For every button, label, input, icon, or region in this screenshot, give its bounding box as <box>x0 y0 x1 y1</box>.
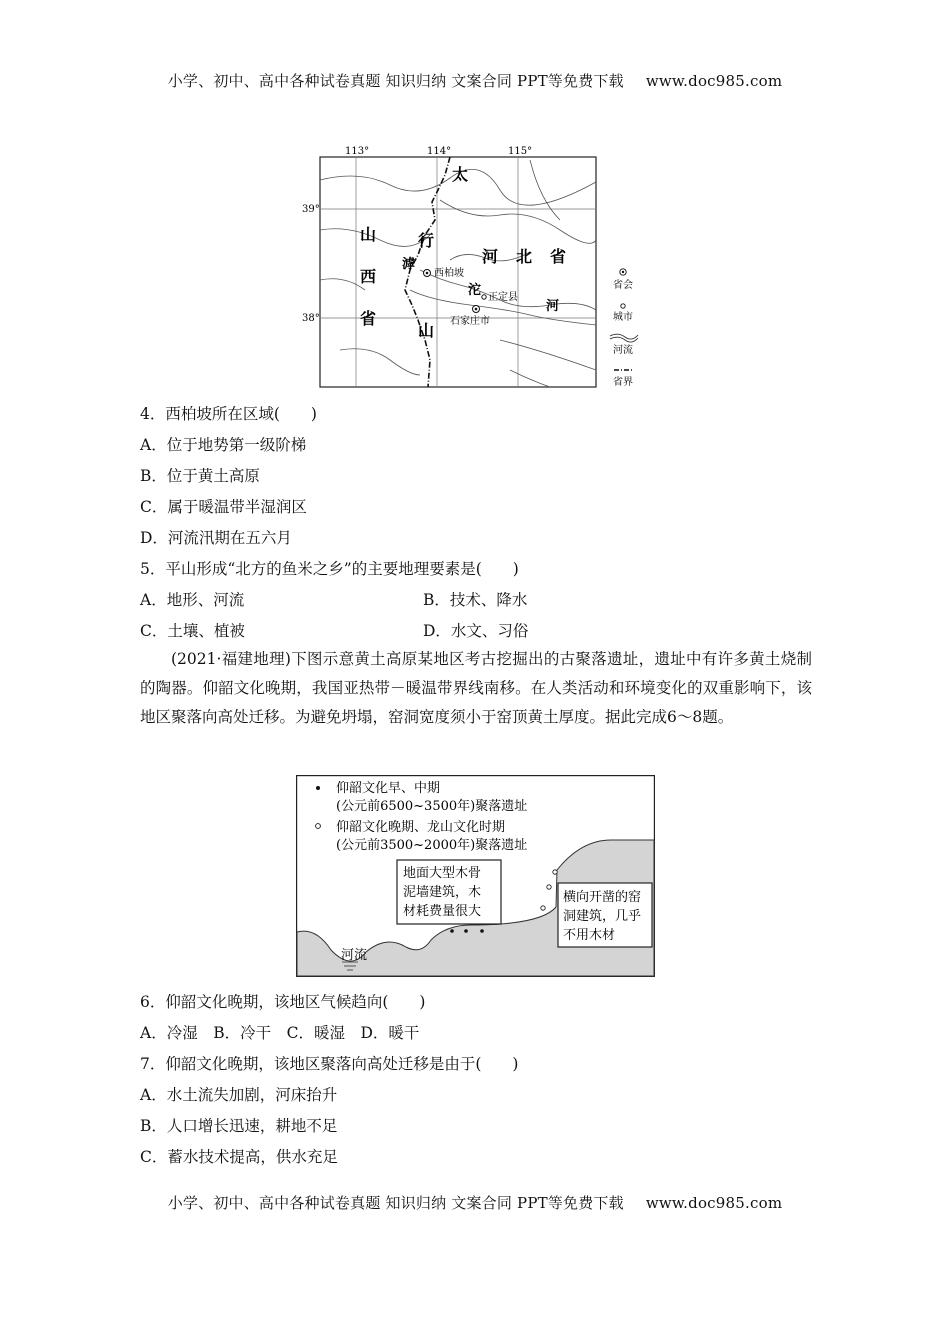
fig2-box1-line2: 泥墙建筑，木 <box>403 885 482 900</box>
map-figure <box>300 140 650 390</box>
footer-text: 小学、初中、高中各种试卷真题 知识归纳 文案合同 PPT等免费下载 <box>167 1194 624 1212</box>
label-zhengding: 正定县 <box>488 292 518 303</box>
lon-114: 114° <box>427 146 452 157</box>
q6-stem: 6．仰韶文化晚期，该地区气候趋向( ) <box>140 993 426 1011</box>
label-sheng1: 省 <box>360 309 377 328</box>
q4-option-a[interactable]: A．位于地势第一级阶梯 <box>140 436 307 454</box>
fig2-river: 河流 <box>341 948 368 963</box>
label-bei: 北 <box>516 247 533 266</box>
lat-39: 39° <box>302 204 320 215</box>
label-xi: 西 <box>360 267 377 286</box>
fig2-box2-line2: 洞建筑，几乎 <box>563 909 642 924</box>
legend-river: 河流 <box>613 345 633 356</box>
q5-stem: 5．平山形成“北方的鱼米之乡”的主要地理要素是( ) <box>140 560 519 578</box>
q5-option-a[interactable]: A．地形、河流 <box>140 591 245 609</box>
fig2-legend1-line2: (公元前6500~3500年)聚落遗址 <box>336 799 528 814</box>
map-legend <box>610 269 638 388</box>
lon-113: 113° <box>345 146 370 157</box>
q6-options[interactable]: A．冷湿 B．冷干 C．暖湿 D．暖干 <box>140 1024 420 1042</box>
passage <box>140 645 812 732</box>
label-tuo: 沱 <box>468 283 482 298</box>
q7-option-b[interactable]: B．人口增长迅速，耕地不足 <box>140 1117 338 1135</box>
fig2-legend2-line1: 仰韶文化晚期、龙山文化时期 <box>336 820 506 835</box>
label-shan: 山 <box>360 225 377 244</box>
footer-site[interactable]: www.doc985.com <box>645 1194 783 1212</box>
passage-text: (2021·福建地理)下图示意黄土高原某地区考古挖掘出的古聚落遗址，遗址中有许多黄土烧制的陶器。仰韶文化晚期，我国亚热带－暖温带界线南移。在人类活动和环境变化的双重影响下，该地区聚落向高处迁移。为避免坍塌，窑洞宽度须小于窑顶黄土厚度。据此完成6～8题。 <box>140 650 812 726</box>
page-header <box>0 70 950 91</box>
q5-option-d[interactable]: D．水文、习俗 <box>423 622 529 640</box>
late-settlement-marker <box>316 824 321 829</box>
q7-option-c[interactable]: C．蓄水技术提高，供水充足 <box>140 1148 338 1166</box>
legend-border: 省界 <box>613 377 633 388</box>
label-he: 河 <box>482 247 499 266</box>
label-xing: 行 <box>418 231 435 250</box>
q4-option-c[interactable]: C．属于暖温带半湿润区 <box>140 498 307 516</box>
header-text: 小学、初中、高中各种试卷真题 知识归纳 文案合同 PPT等免费下载 <box>167 72 624 90</box>
label-river-he: 河 <box>546 299 560 314</box>
label-tai: 太 <box>452 165 469 184</box>
lat-38: 38° <box>302 313 320 324</box>
q4-stem: 4．西柏坡所在区域( ) <box>140 405 317 423</box>
legend-capital: 省会 <box>613 280 633 291</box>
q4-option-b[interactable]: B．位于黄土高原 <box>140 467 260 485</box>
fig2-box1-line1: 地面大型木骨 <box>403 866 482 881</box>
fig2-box2-line3: 不用木材 <box>563 928 616 943</box>
fig2-box1-line3: 材耗费量很大 <box>403 904 482 919</box>
label-xibaipo: 西柏坡 <box>434 268 464 279</box>
label-shijiazhuang: 石家庄市 <box>450 316 490 327</box>
label-hu: 滹 <box>402 257 416 272</box>
fig2-legend2-line2: (公元前3500~2000年)聚落遗址 <box>336 838 528 853</box>
fig2-legend1-line1: 仰韶文化早、中期 <box>336 781 441 796</box>
q4-option-d[interactable]: D．河流汛期在五六月 <box>140 529 292 547</box>
label-shan-mtn: 山 <box>418 321 435 340</box>
header-site[interactable]: www.doc985.com <box>645 72 783 90</box>
q5-option-b[interactable]: B．技术、降水 <box>423 591 528 609</box>
q7-stem: 7．仰韶文化晚期，该地区聚落向高处迁移是由于( ) <box>140 1055 519 1073</box>
fig2-box2-line1: 横向开凿的窑 <box>563 890 642 905</box>
q5-option-c[interactable]: C．土壤、植被 <box>140 622 245 640</box>
label-sheng2: 省 <box>550 247 567 266</box>
legend-city: 城市 <box>613 312 633 323</box>
early-settlement-marker <box>316 786 320 790</box>
settlement-figure <box>296 775 656 979</box>
page-footer <box>0 1192 950 1213</box>
lon-115: 115° <box>508 146 533 157</box>
q7-option-a[interactable]: A．水土流失加剧，河床抬升 <box>140 1086 338 1104</box>
